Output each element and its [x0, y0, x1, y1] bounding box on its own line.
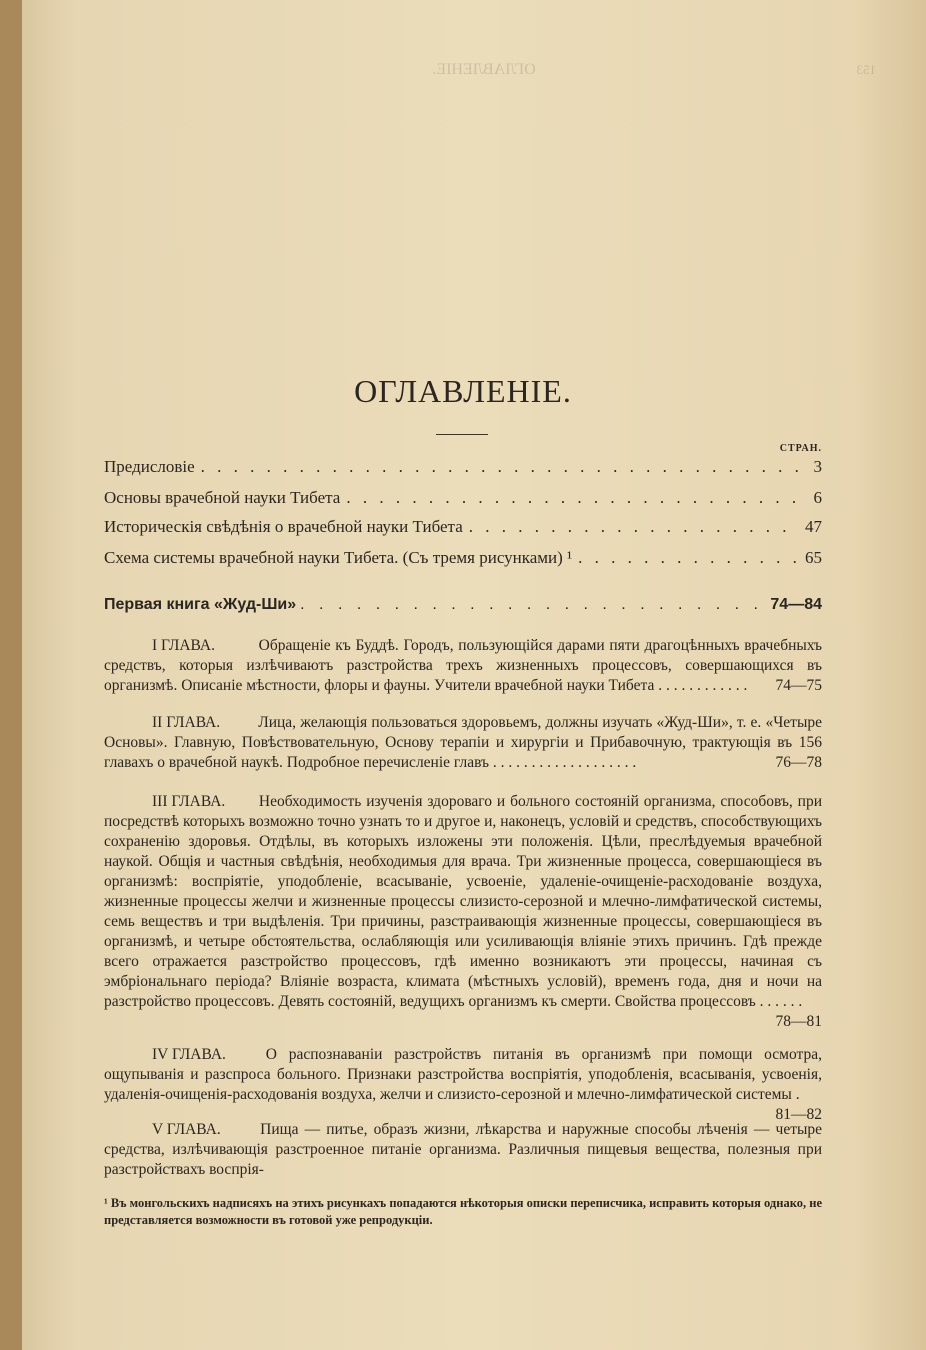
chapter-entry[interactable] — [104, 1045, 822, 1125]
leader-dots — [469, 517, 799, 537]
toc-entry[interactable] — [104, 488, 822, 508]
book-pages: 74—84 — [770, 596, 822, 613]
chapter-entry[interactable] — [104, 792, 822, 1032]
chapter-pages: 76—78 — [775, 754, 822, 771]
leader-dots — [346, 488, 807, 508]
chapter-summary: Лица, желающія пользоваться здоровьемъ, должны изучать «Жуд-Ши», т. е. «Четыре Основы». Главную, Повѣствовательную, Основу терапіи и хирургіи и Прибавочную, трактующія въ 156 главахъ о врачебной наукѣ. Подробное перечисленіе главъ . . . . . . . . . . . . . . . . . . . — [104, 714, 823, 771]
toc-entry[interactable] — [104, 548, 822, 568]
bleed-page-number: 153 — [856, 62, 876, 77]
chapter-pages: 78—81 — [775, 1013, 822, 1030]
toc-label: Предисловіе — [104, 457, 195, 476]
chapter-heading: V ГЛАВА. — [152, 1121, 221, 1138]
chapter-entry[interactable] — [104, 713, 822, 773]
toc-label: Основы врачебной науки Тибета — [104, 488, 341, 507]
toc-label: Схема системы врачебной науки Тибета. (Съ тремя рисунками) ¹ — [104, 548, 573, 567]
pages-column-header: СТРАН. — [779, 443, 822, 454]
chapter-heading: I ГЛАВА. — [152, 637, 215, 654]
page-title: ОГЛАВЛЕНІЕ. — [354, 373, 572, 409]
toc-label: Историческія свѣдѣнія о врачебной науки Тибета — [104, 517, 463, 536]
bleed-through-text — [82, 60, 886, 340]
leader-dots — [578, 548, 799, 568]
toc-entry[interactable] — [104, 517, 822, 537]
chapter-summary: Пища — питье, образъ жизни, лѣкарства и наружные способы лѣченія — четыре средства, излѣчивающія разстроенное питаніе организма. Различныя пищевыя вещества, полезныя при разстройствахъ воспрія- — [104, 1121, 823, 1178]
leader-dots — [300, 596, 766, 614]
chapter-summary: О распознаваніи разстройствъ питанія въ организмѣ при помощи осмотра, ощупыванія и разспроса больного. Признаки разстройства воспріятія, уподобленія, всасыванія, усвоенія, удаленія-очищенія-расходованія воздуха, желчи и слизисто-серозной и млечно-лимфатической системы . — [104, 1046, 823, 1103]
toc-page: 65 — [805, 548, 822, 567]
chapter-entry[interactable] — [104, 636, 822, 696]
toc-entry[interactable] — [104, 457, 822, 477]
chapter-entry[interactable] — [104, 1120, 822, 1180]
chapter-pages: 81—82 — [775, 1106, 822, 1123]
toc-page: 6 — [813, 488, 822, 507]
footnote: ¹ Въ монгольскихъ надписяхъ на этихъ рисункахъ попадаются нѣкоторыя описки переписчика, исправить которыя однако, не представляется возможности въ готовой уже репродукціи. — [104, 1196, 822, 1227]
book-title: Первая книга «Жуд-Ши» — [104, 596, 297, 613]
book-heading[interactable] — [104, 596, 822, 614]
bleed-title: ОГЛАВЛЕНІЕ. — [432, 61, 536, 78]
chapter-heading: III ГЛАВА. — [152, 793, 226, 810]
title-divider — [436, 434, 488, 435]
toc-page: 3 — [813, 457, 822, 476]
chapter-heading: II ГЛАВА. — [152, 714, 221, 731]
chapter-pages: 74—75 — [775, 677, 822, 694]
toc-page: 47 — [805, 517, 822, 536]
leader-dots — [201, 457, 808, 477]
chapter-summary: Обращеніе къ Буддѣ. Городъ, пользующійся дарами пяти драгоцѣнныхъ врачебныхъ средствъ, которыя излѣчиваютъ разстройства трехъ жизненныхъ процессовъ, совершающихся въ организмѣ. Описаніе мѣстности, флоры и фауны. Учители врачебной науки Тибета . . . . . . . . . . . . — [104, 637, 822, 694]
chapter-heading: IV ГЛАВА. — [152, 1046, 226, 1063]
chapter-summary: Необходимость изученія здороваго и больного состояній организма, способовъ, при посредствѣ которыхъ возможно точно узнать то и другое и, наконецъ, условій и средствъ, способствующихъ сохраненію здоровья. Отдѣлы, въ которыхъ изложены эти положенія. Цѣли, преслѣдуемыя врачебной наукой. Общія и частныя свѣдѣнія, необходимыя для врача. Три жизненные процесса, совершающіеся въ организмѣ: воспріятіе, уподобленіе, всасываніе, усвоеніе, удаленіе-очищеніе-расходованіе воздуха, жизненные процессы желчи и жизненные процессы слизисто-серозной и млечно-лимфатической системы, семь веществъ и три выдѣленія. Три причины, разстраивающія жизненные процессы, совершающіеся въ организмѣ, и четыре обстоятельства, ослабляющія или усиливающія вліяніе этихъ причинъ. Гдѣ прежде всего отражается разстройство процессовъ, гдѣ именно возникаютъ эти процессы, начиная съ эмбріональнаго періода? Вліяніе возраста, климата (мѣстныхъ условій), временъ года, дня и ночи на разстройство процессовъ. Девять состояній, ведущихъ организмъ къ смерти. Свойства процессовъ . . . . . . — [104, 793, 823, 1010]
